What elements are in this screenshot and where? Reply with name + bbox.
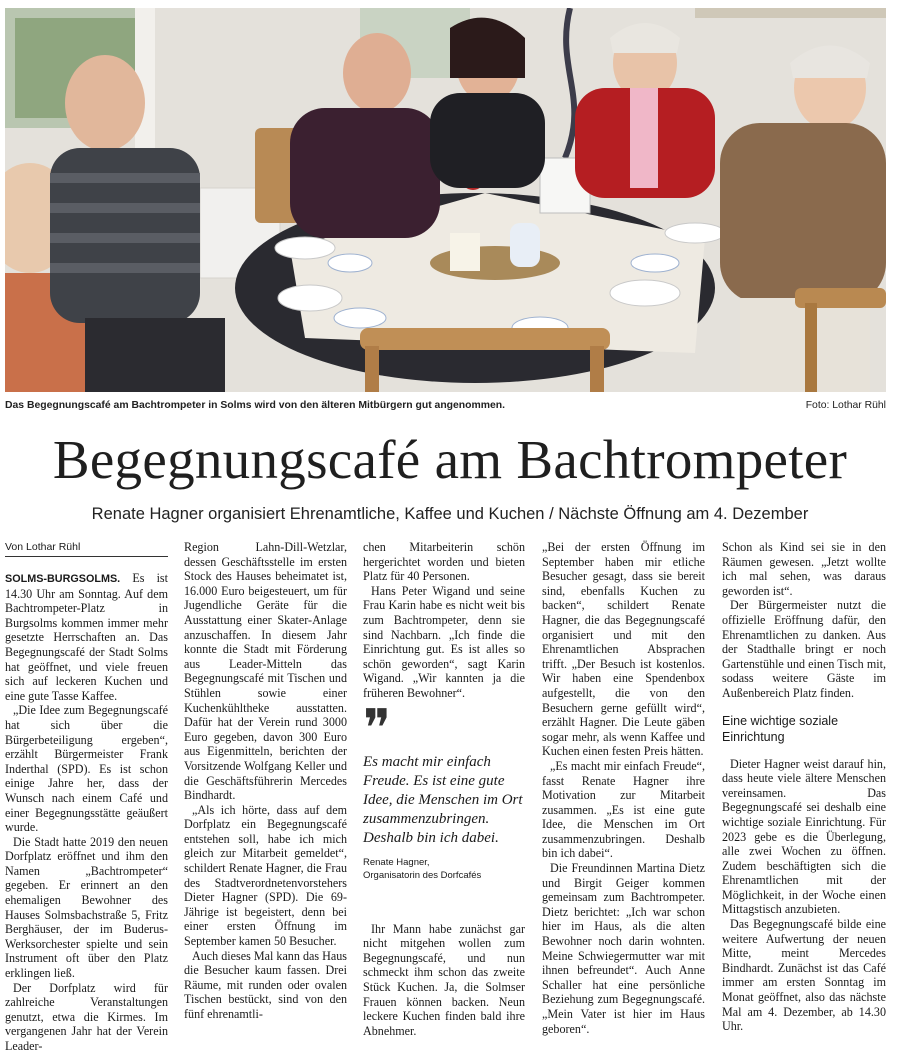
quote-attribution	[363, 856, 525, 882]
dateline: SOLMS-BURGSOLMS.	[5, 573, 121, 585]
article-photo	[5, 8, 886, 392]
article-column-1	[5, 540, 168, 1054]
paragraph: Auch dieses Mal kann das Haus die Besucher kaum fassen. Drei Räume, mit runden oder ovalen Tischen bestückt, sind von den fünf ehrenamtli-	[184, 948, 347, 1021]
paragraph: Schon als Kind sei sie in den Räumen gewesen. „Jetzt wollte ich mal sehen, was daraus geworden ist“.	[722, 540, 886, 598]
paragraph: Das Begegnungscafé bilde eine weitere Aufwertung der neuen Mitte, meint Mercedes Bindhardt. Zunächst ist das Café immer am ersten Sonntag im Monat geöffnet, also das nächste Mal am 4. Dezember, ab 14.30 Uhr.	[722, 917, 886, 1034]
photo-caption	[5, 400, 886, 416]
article-column-5	[722, 540, 886, 1034]
article-headline: Begegnungscafé am Bachtrompeter	[52, 429, 848, 490]
photo-credit: Foto: Lothar Rühl	[805, 400, 886, 411]
paragraph: Ihr Mann habe zunächst gar nicht mitgehen wollen zum Begegnungscafé, und nun schmeckt ihm schon das zweite Stück Kuchen. Ja, die Solmser Frauen können backen. Neun leckere Kuchen finden bald ihre Abnehmer.	[363, 921, 525, 1038]
caption-text: Das Begegnungscafé am Bachtrompeter in Solms wird von den älteren Mitbürgern gut angenommen.	[5, 400, 505, 411]
byline: Von Lothar Rühl	[5, 540, 168, 557]
paragraph: „Bei der ersten Öffnung im September haben mir etliche Besucher gesagt, dass sie bereit sind, ebenfalls Kuchen zu backen“, schildert Renate Hagner, die das Begegnungscafé organisiert und mit den Ehrenamtlichen Absprachen trifft. „Der Besuch ist kostenlos. Wir haben eine Spendenbox aufgestellt, die von den Besuchern gerne gefüllt wird“, erzählt Hagner. Die Leute gäben sogar mehr, als wenn Kaffee und Kuchen einen festen Preis hätten.	[542, 540, 705, 759]
paragraph: „Als ich hörte, dass auf dem Dorfplatz ein Begegnungscafé entstehen soll, habe ich mich gleich zur Mitarbeit gemeldet“, schildert Renate Hagner, die Frau des Stadtverordnetenvorstehers Dieter Hagner (SPD). Die 69-Jährige ist begeistert, denn bei einer ersten Öffnung im September kamen 50 Besucher.	[184, 802, 347, 949]
quote-mark-icon: ❞	[363, 700, 391, 758]
paragraph-text: Es ist 14.30 Uhr am Sonntag. Auf dem Bachtrompeter-Platz in Burgsolms kommen immer mehr gesetzte Herrschaften an. Das Begegnungscafé der Stadt Solms hat geöffnet, und viele freuen sich auf leckeren Kuchen und eine gute Tasse Kaffee.	[5, 571, 168, 703]
article-column-3	[363, 540, 525, 1038]
article-column-4	[542, 540, 705, 1036]
section-subtitle: Eine wichtige soziale Einrichtung	[722, 713, 839, 744]
paragraph: chen Mitarbeiterin schön hergerichtet worden und bieten Platz für 40 Personen.	[363, 540, 525, 584]
paragraph: Die Stadt hatte 2019 den neuen Dorfplatz eröffnet und ihm den Namen „Bachtrompeter“ gegeben. Er erinnert an den ehemaligen Bewohner des Hauses Solmsbachstraße 5, Fritz Berghäuser, der im Buderus-Werksorchester spielte und sein Instrument oft über den Platz erklingen ließ.	[5, 834, 168, 981]
article-subheadline: Renate Hagner organisiert Ehrenamtliche, Kaffee und Kuchen / Nächste Öffnung am 4. Dezember	[91, 505, 809, 523]
paragraph: Dieter Hagner weist darauf hin, dass heute viele ältere Menschen vereinsamen. Das Begegnungscafé sei deshalb eine wichtige soziale Einrichtung. Für 2023 gebe es die Überlegung, alle zwei Wochen zu öffnen. Zudem beschäftigten sich die Ehrenamtlichen mit der Möglichkeit, in der Woche einen Mittagstisch anzubieten.	[722, 756, 886, 917]
paragraph: Der Dorfplatz wird für zahlreiche Veranstaltungen genutzt, etwa die Kirmes. Im vergangenen Jahr hat der Verein Leader-	[5, 980, 168, 1053]
quote-author: Renate Hagner,	[363, 856, 430, 868]
cafe-scene-illustration	[5, 8, 886, 392]
paragraph: Region Lahn-Dill-Wetzlar, dessen Geschäftsstelle im ersten Stock des Hauses beheimatet ist, 16.000 Euro beigesteuert, um für Jugendliche Geräte für die Ausstattung einer Skater-Anlage anzuschaffen. In diesem Jahr konnte die Stadt mit Förderung aus Leader-Mitteln das Begegnungscafé mit Tischen und Stühlen sowie einer Kuchenkühltheke ausstatten. Dafür hat der Verein rund 3000 Euro gegeben, davon 300 Euro aus Eigenmitteln, berichten der Vorsitzende Wolfgang Keller und die Geschäftsführerin Mercedes Bindhardt.	[184, 540, 347, 803]
pull-quote: Es macht mir einfach Freude. Es ist eine gute Idee, die Menschen im Ort zusammenzubringen. Deshalb bin ich dabei.	[363, 753, 523, 846]
paragraph: „Es macht mir einfach Freude“, fasst Renate Hagner ihre Motivation zur Mitarbeit zusammen. „Es ist eine gute Idee, die Menschen im Ort zusammenzubringen. Deshalb bin ich dabei“.	[542, 758, 705, 861]
article-column-2	[184, 540, 347, 1022]
quote-author-role: Organisatorin des Dorfcafés	[363, 869, 482, 881]
paragraph: Der Bürgermeister nutzt die offizielle Eröffnung dafür, den Ehrenamtlichen zu danken. Aus der Stadthalle bringt er noch Gartenstühle und einen Tisch mit, sodass weitere Gäste im Außenbereich Platz finden.	[722, 598, 886, 700]
paragraph	[5, 571, 168, 703]
paragraph: Hans Peter Wigand und seine Frau Karin habe es nicht weit bis zum Bachtrompeter, denn sie sind Nachbarn. „Ich finde die Einrichtung gut. Es ist alles so schön geworden“, sagt Karin Wigand. „Wir kannten ja die früheren Bewohner“.	[363, 583, 525, 700]
paragraph: „Die Idee zum Begegnungscafé hat sich über die Bürgerbeteiligung ergeben“, erzählt Bürgermeister Frank Inderthal (SPD). Es ist schon einige Jahre her, dass der Wunsch nach einem Café und einer Begegnungsstätte geäußert wurde.	[5, 703, 168, 835]
paragraph: Die Freundinnen Martina Dietz und Birgit Geiger kommen gemeinsam zum Bachtrompeter. Dietz berichtet: „Ich war schon hier im Haus, als die alten Bewohner noch darin wohnten. Meine Schwiegermutter war mit ihnen befreundet“. Auch Anne Schaller hat eine persönliche Beziehung zum Begegnungscafé. „Mein Vater ist hier im Haus geboren“.	[542, 861, 705, 1036]
